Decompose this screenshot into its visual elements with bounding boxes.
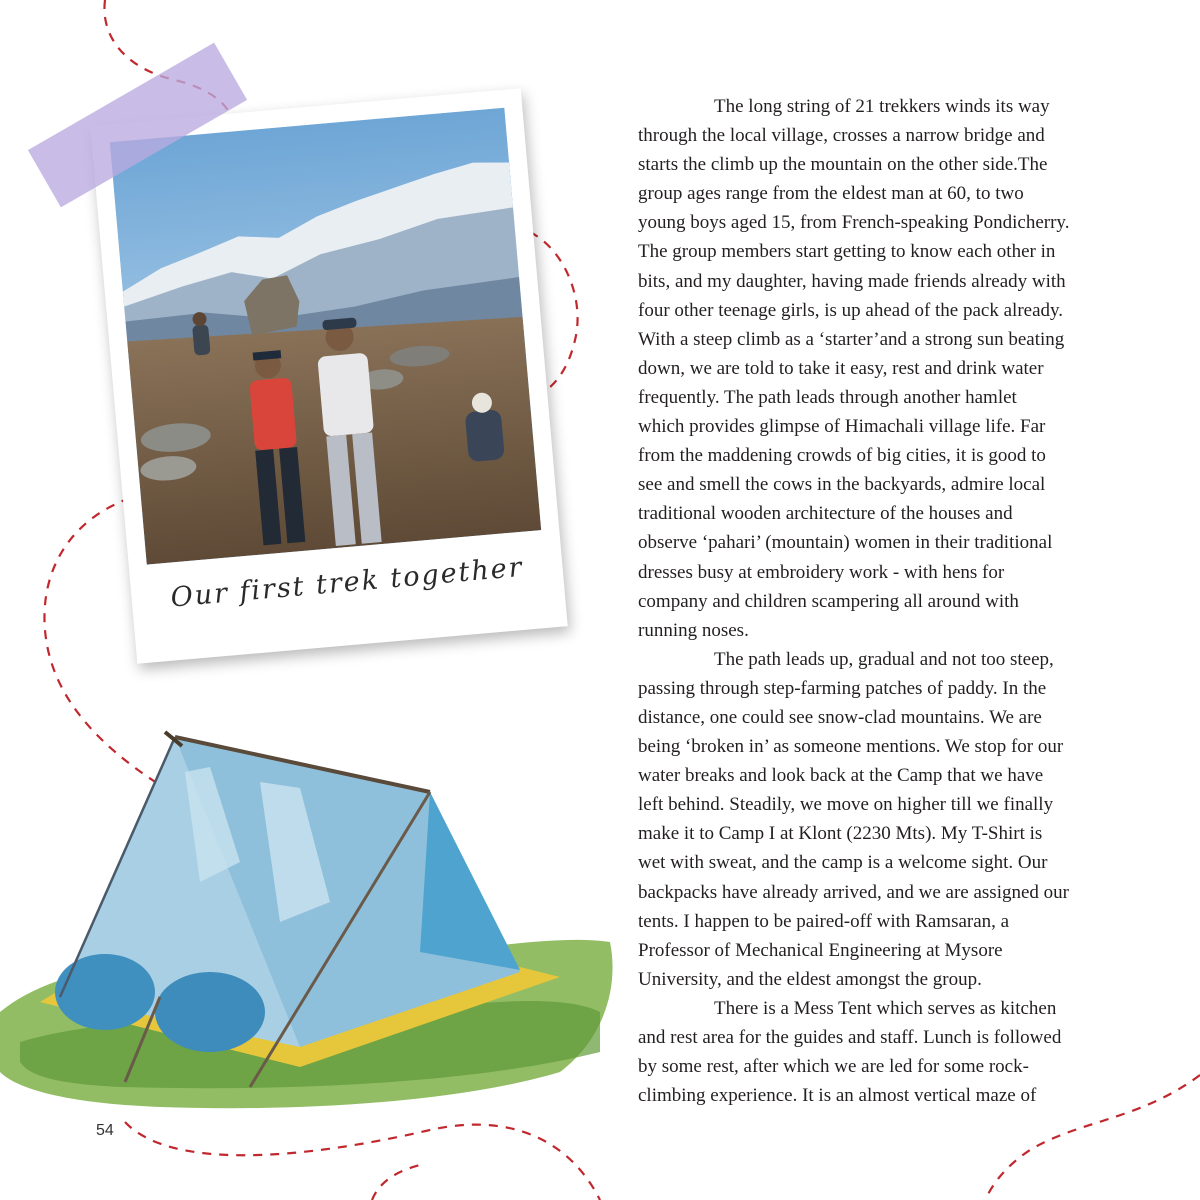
text-line: through the local village, crosses a narrow bridge and	[638, 125, 1045, 147]
watercolor-tent-icon	[0, 712, 620, 1132]
polaroid-photo-frame	[90, 88, 567, 664]
dashed-trail-bottom-small	[372, 1165, 420, 1200]
text-line: bits, and my daughter, having made friends already with	[638, 270, 1066, 292]
text-line: With a steep climb as a ‘starter’and a strong sun beating	[638, 328, 1065, 350]
text-line: distance, one could see snow-clad mountains. We are	[638, 706, 1042, 728]
text-line: The group members start getting to know each other in	[638, 241, 1056, 263]
text-line: passing through step-farming patches of paddy. In the	[638, 677, 1047, 699]
text-line: which provides glimpse of Himachali village life. Far	[638, 416, 1046, 438]
text-line: down, we are told to take it easy, rest and drink water	[638, 357, 1044, 379]
photo-caption: Our first trek together	[169, 551, 525, 614]
text-line: backpacks have already arrived, and we are assigned our	[638, 881, 1069, 903]
text-line: wet with sweat, and the camp is a welcome sight. Our	[638, 852, 1048, 874]
text-line: Professor of Mechanical Engineering at Mysore	[638, 939, 1003, 961]
text-line: observe ‘pahari’ (mountain) women in their traditional	[638, 532, 1053, 554]
text-line: The long string of 21 trekkers winds its way	[714, 96, 1050, 117]
text-line: make it to Camp I at Klont (2230 Mts). My T-Shirt is	[638, 823, 1043, 845]
text-line: from the maddening crowds of big cities, it is good to	[638, 445, 1046, 467]
text-line: traditional wooden architecture of the houses and	[638, 503, 1013, 525]
text-line: and rest area for the guides and staff. Lunch is followed	[638, 1027, 1062, 1048]
text-line: by some rest, after which we are led for some rock-	[638, 1056, 1029, 1078]
article-body	[638, 92, 1108, 1110]
text-line: tents. I happen to be paired-off with Ramsaran, a	[638, 910, 1010, 932]
page-number: 54	[96, 1122, 114, 1139]
dashed-trail-bottom	[125, 1122, 600, 1200]
text-line: frequently. The path leads through another hamlet	[638, 386, 1017, 408]
text-line: running noses.	[638, 619, 749, 641]
text-line: water breaks and look back at the Camp that we have	[638, 765, 1044, 787]
text-line: left behind. Steadily, we move on higher till we finally	[638, 794, 1054, 816]
text-line: The path leads up, gradual and not too steep,	[714, 648, 1054, 670]
text-line: group ages range from the eldest man at 60, to two	[638, 183, 1024, 205]
text-line: University, and the eldest amongst the group.	[638, 968, 982, 990]
text-line: being ‘broken in’ as someone mentions. We stop for our	[638, 736, 1064, 758]
trekkers-mountain-photo	[110, 108, 541, 565]
text-line: climbing experience. It is an almost vertical maze of	[638, 1085, 1037, 1107]
text-line: starts the climb up the mountain on the other side.The	[638, 154, 1048, 176]
text-line: company and children scampering all around with	[638, 590, 1019, 612]
text-line: four other teenage girls, is up ahead of the pack already.	[638, 299, 1064, 321]
text-line: dresses busy at embroidery work - with hens for	[638, 561, 1005, 583]
text-line: young boys aged 15, from French-speaking Pondicherry.	[638, 212, 1070, 234]
text-line: see and smell the cows in the backyards, admire local	[638, 474, 1046, 496]
text-line: There is a Mess Tent which serves as kitchen	[714, 997, 1057, 1019]
